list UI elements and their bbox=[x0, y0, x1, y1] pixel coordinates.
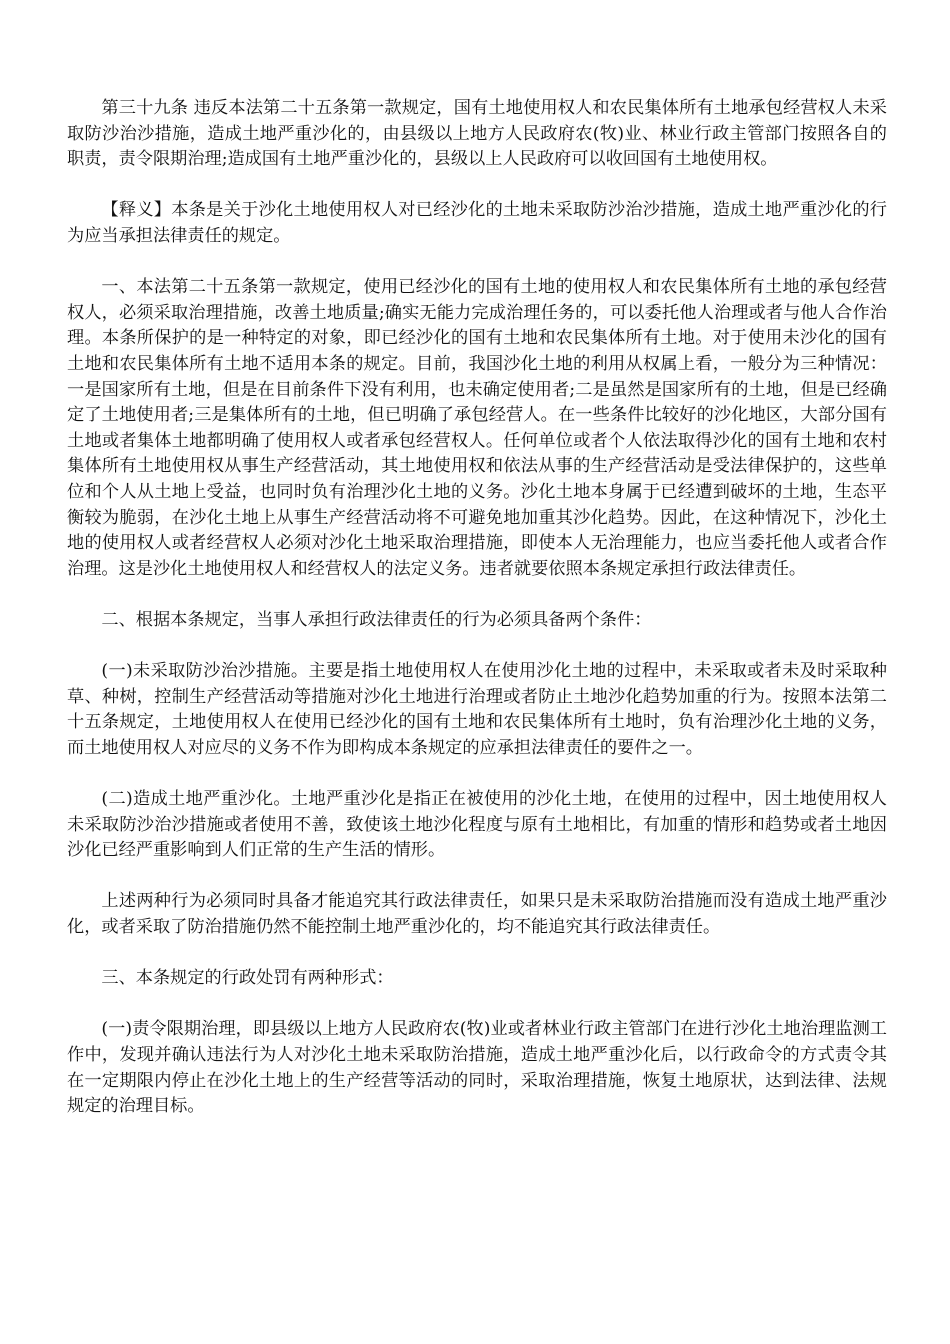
condition-two-text: (二)造成土地严重沙化。土地严重沙化是指正在被使用的沙化土地，在使用的过程中，因土地使用权人未采取防沙治沙措施或者使用不善，致使该土地沙化程度与原有土地相比，有加重的情形和趋势或者土地因沙化已经严重影响到人们正常的生产生活的情形。 bbox=[67, 789, 887, 861]
section-one-text: 一、本法第二十五条第一款规定，使用已经沙化的国有土地的使用权人和农民集体所有土地的承包经营权人，必须采取治理措施，改善土地质量;确实无能力完成治理任务的，可以委托他人治理或者与他人合作治理。本条所保护的是一种特定的对象，即已经沙化的国有土地和农民集体所有土地。对于使用未沙化的国有土地和农民集体所有土地不适用本条的规定。目前，我国沙化土地的利用从权属上看，一般分为三种情况：一是国家所有土地，但是在目前条件下没有利用，也未确定使用者;二是虽然是国家所有的土地，但是已经确定了土地使用者;三是集体所有的土地，但已明确了承包经营人。在一些条件比较好的沙化地区，大部分国有土地或者集体土地都明确了使用权人或者承包经营权人。任何单位或者个人依法取得沙化的国有土地和农村集体所有土地使用权从事生产经营活动，其土地使用权和依法从事的生产经营活动是受法律保护的，这些单位和个人从土地上受益，也同时负有治理沙化土地的义务。沙化土地本身属于已经遭到破坏的土地，生态平衡较为脆弱，在沙化土地上从事生产经营活动将不可避免地加重其沙化趋势。因此，在这种情况下，沙化土地的使用权人或者经营权人必须对沙化土地采取治理措施，即使本人无治理能力，也应当委托他人或者合作治理。这是沙化土地使用权人和经营权人的法定义务。违者就要依照本条规定承担行政法律责任。 bbox=[67, 277, 887, 579]
penalty-one-text: (一)责令限期治理，即县级以上地方人民政府农(牧)业或者林业行政主管部门在进行沙化土地治理监测工作中，发现并确认违法行为人对沙化土地未采取防治措施，造成土地严重沙化后，以行政命令的方式责令其在一定期限内停止在沙化土地上的生产经营等活动的同时，采取治理措施，恢复土地原状，达到法律、法规规定的治理目标。 bbox=[67, 1019, 887, 1117]
article-39-text: 第三十九条 违反本法第二十五条第一款规定，国有土地使用权人和农民集体所有土地承包经营权人未采取防沙治沙措施，造成土地严重沙化的，由县级以上地方人民政府农(牧)业、林业行政主管部门按照各自的职责，责令限期治理;造成国有土地严重沙化的，县级以上人民政府可以收回国有土地使用权。 bbox=[67, 98, 887, 170]
section-two-heading: 二、根据本条规定，当事人承担行政法律责任的行为必须具备两个条件： bbox=[101, 609, 652, 630]
interpretation-intro: 【释义】本条是关于沙化土地使用权人对已经沙化的土地未采取防沙治沙措施，造成土地严重沙化的行为应当承担法律责任的规定。 bbox=[67, 200, 887, 246]
section-three-heading: 三、本条规定的行政处罚有两种形式： bbox=[101, 968, 394, 989]
conditions-summary: 上述两种行为必须同时具备才能追究其行政法律责任，如果只是未采取防治措施而没有造成土地严重沙化，或者采取了防治措施仍然不能控制土地严重沙化的，均不能追究其行政法律责任。 bbox=[67, 891, 887, 937]
condition-one-text: (一)未采取防沙治沙措施。主要是指土地使用权人在使用沙化土地的过程中，未采取或者未及时采取种草、种树，控制生产经营活动等措施对沙化土地进行治理或者防止土地沙化趋势加重的行为。按照本法第二十五条规定，土地使用权人在使用已经沙化的国有土地和农民集体所有土地时，负有治理沙化土地的义务，而土地使用权人对应尽的义务不作为即构成本条规定的应承担法律责任的要件之一。 bbox=[67, 661, 887, 758]
document-page bbox=[67, 96, 887, 1145]
